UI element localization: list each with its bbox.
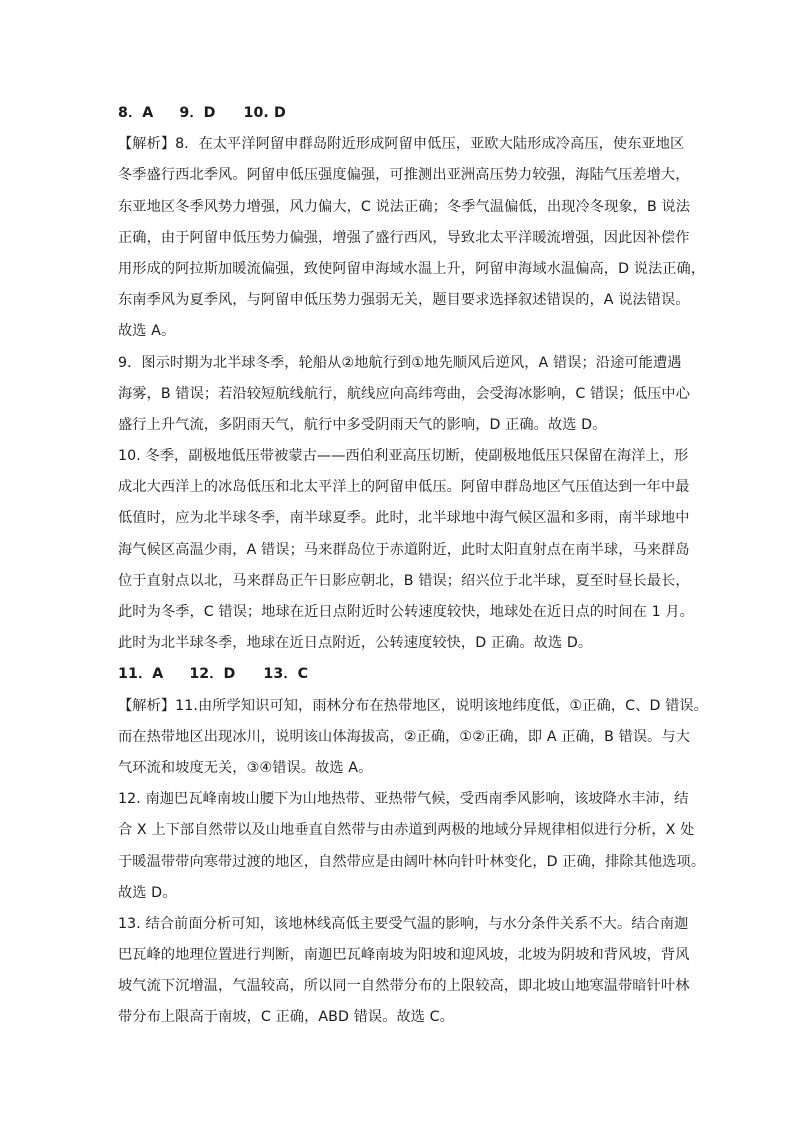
text-line: 10. 冬季，副极地低压带被蒙古——西伯利亚高压切断，使副极地低压只保留在海洋上，形 [118,448,689,465]
text-line: 故选 D。 [118,884,177,901]
text-line: 盛行上升气流，多阴雨天气，航行中多受阴雨天气的影响，D 正确。故选 D。 [118,416,607,433]
text-line: 正确，由于阿留申低压势力偏强，增强了盛行西风，导致北太平洋暖流增强，因此因补偿作 [118,229,690,246]
text-line: 此时为北半球冬季，地球在近日点附近，公转速度较快，D 正确。故选 D。 [118,635,593,652]
text-line: 带分布上限高于南坡，C 正确，ABD 错误。故选 C。 [118,1009,454,1026]
answer-13: 13．C [263,666,309,683]
answer-8: 8．A [118,105,154,121]
text-line: 9．图示时期为北半球冬季，轮船从②地航行到①地先顺风后逆风，A 错误；沿途可能遭遇 [118,354,682,371]
text-line: 13. 结合前面分析可知，该地林线高低主要受气温的影响，与水分条件关系不大。结合南迦 [118,915,689,932]
answer-row-2 [118,659,678,690]
text-line: 【解析】8．在太平洋阿留申群岛附近形成阿留申低压，亚欧大陆形成冷高压，使东亚地区 [118,136,685,153]
text-line: 成北大西洋上的冰岛低压和北太平洋上的阿留申低压。阿留申群岛地区气压值达到一年中最 [118,479,690,496]
text-line: 巴瓦峰的地理位置进行判断，南迦巴瓦峰南坡为阳坡和迎风坡，北坡为阴坡和背风坡，背风 [118,947,690,964]
text-line: 此时为冬季，C 错误；地球在近日点附近时公转速度较快，地球处在近日点的时间在 1 月。 [118,604,694,620]
text-line: 低值时，应为北半球冬季，南半球夏季。此时，北半球地中海气候区温和多雨，南半球地中 [118,510,690,527]
text-line: 合 X 上下部自然带以及山地垂直自然带与由赤道到两极的地域分异规律相似进行分析，X 处 [118,822,695,839]
text-line: 12. 南迦巴瓦峰南坡山腰下为山地热带、亚热带气候，受西南季风影响，该坡降水丰沛，结 [118,791,689,808]
text-line: 东亚地区冬季风势力增强，风力偏大，C 说法正确；冬季气温偏低，出现冷冬现象，B 说法 [118,198,690,215]
text-line: 坡气流下沉增温，气温较高，所以同一自然带分布的上限较高，即北坡山地寒温带暗针叶林 [118,978,690,995]
text-line: 【解析】11.由所学知识可知，雨林分布在热带地区，说明该地纬度低，①正确，C、D 错误。 [118,697,708,714]
text-line: 于暖温带带向寒带过渡的地区，自然带应是由阔叶林向针叶林变化，D 正确，排除其他选项。 [118,853,706,870]
answer-12: 12．D [189,666,236,683]
text-line: 冬季盛行西北季风。阿留申低压强度偏强，可推测出亚洲高压势力较强，海陆气压差增大， [118,167,690,184]
text-line: 而在热带地区出现冰川，说明该山体海拔高，②正确，①②正确，即 A 正确，B 错误。与大 [118,728,690,745]
text-line: 用形成的阿拉斯加暖流偏强，致使阿留申海域水温上升，阿留申海域水温偏高，D 说法正确， [118,260,706,277]
answer-9: 9．D [179,105,216,121]
answer-document [118,98,708,1034]
text-line: 海气候区高温少雨，A 错误；马来群岛位于赤道附近，此时太阳直射点在南半球，马来群岛 [118,541,690,558]
text-line: 故选 A。 [118,323,176,340]
text-line: 位于直射点以北，马来群岛正午日影应朝北，B 错误；绍兴位于北半球，夏至时昼长最长， [118,572,690,589]
text-line: 海雾，B 错误；若沿较短航线航行，航线应向高纬弯曲，会受海冰影响，C 错误；低压中心 [118,385,690,402]
answer-row-1 [118,98,678,129]
answer-10: 10. D [243,105,286,121]
text-line: 气环流和坡度无关，③④错误。故选 A。 [118,759,373,776]
answer-11: 11．A [118,666,164,683]
text-line: 东南季风为夏季风，与阿留申低压势力强弱无关，题目要求选择叙述错误的，A 说法错误。 [118,292,690,309]
